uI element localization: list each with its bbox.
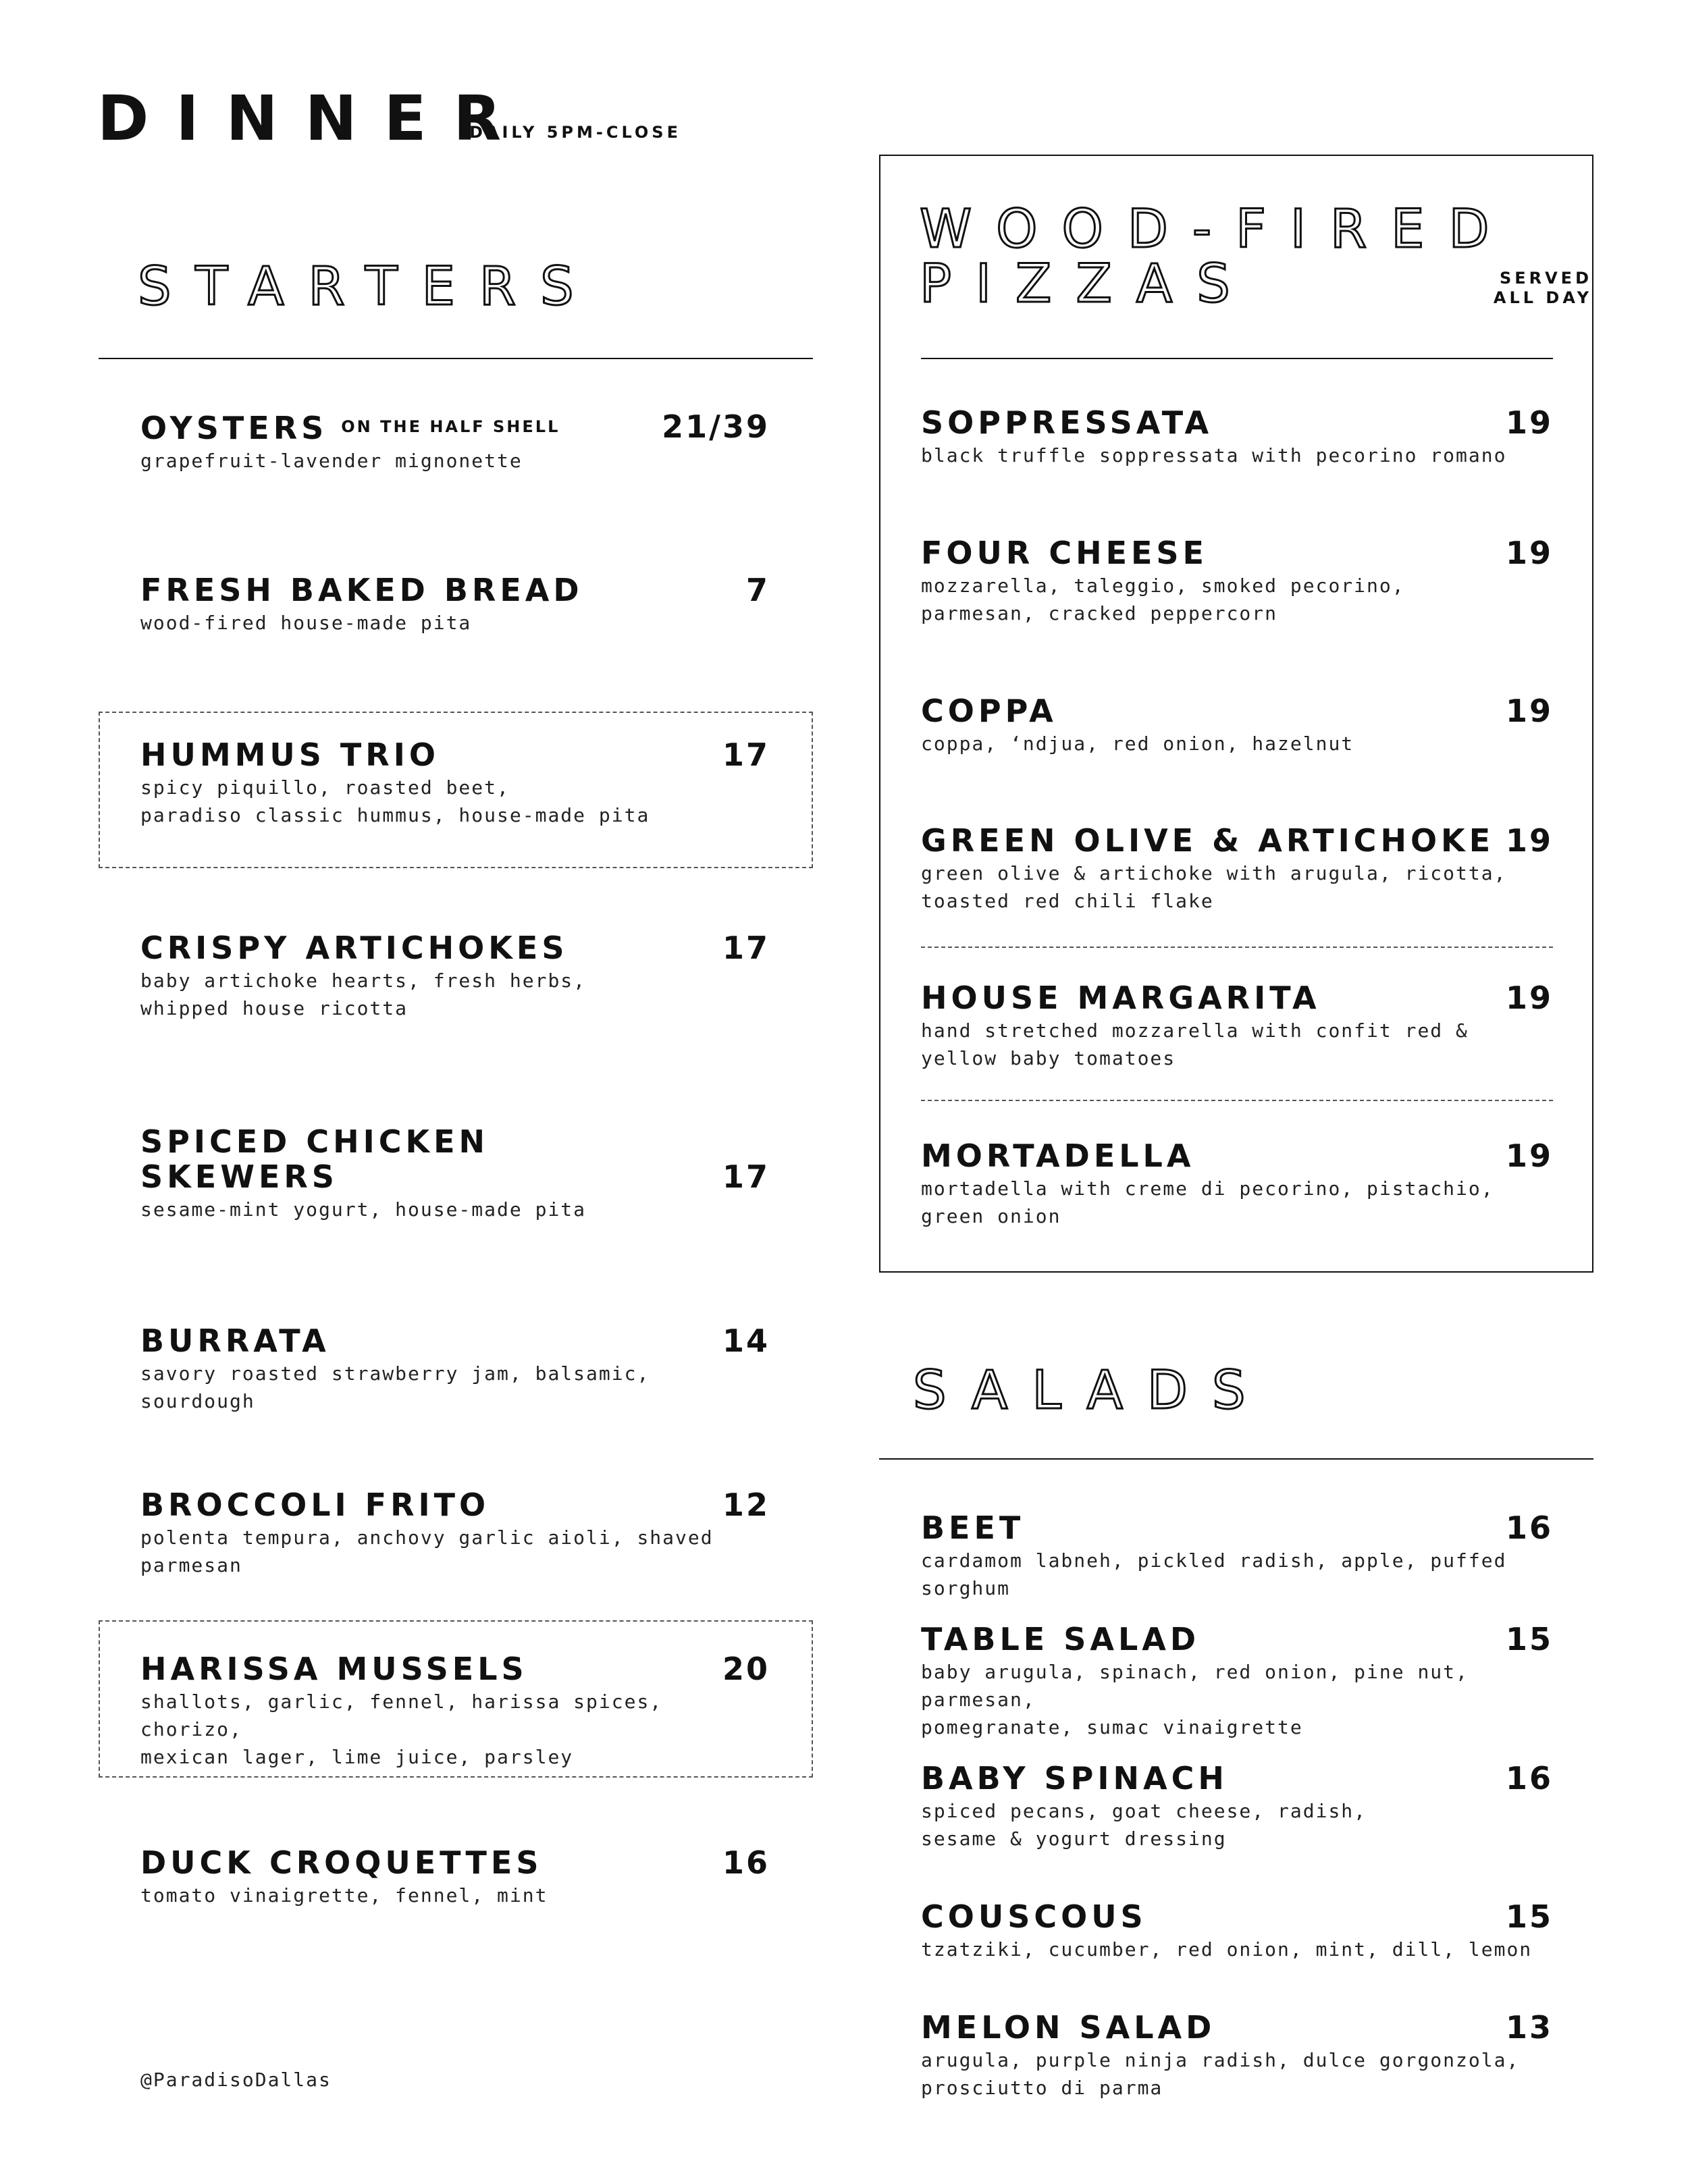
item-description: savory roasted strawberry jam, balsamic, sourdough	[140, 1362, 650, 1412]
item-description: grapefruit-lavender mignonette	[140, 450, 523, 472]
item-name: COPPA	[921, 693, 1057, 729]
item-name: GREEN OLIVE & ARTICHOKE	[921, 822, 1495, 859]
starter-item	[140, 1845, 770, 1909]
pizzas-divider	[921, 358, 1553, 359]
item-price: 14	[722, 1323, 770, 1359]
item-name: BURRATA	[140, 1323, 330, 1359]
menu-title: DINNER	[97, 82, 529, 155]
pizza-item	[921, 823, 1553, 915]
item-description: wood-fired house-made pita	[140, 612, 472, 634]
item-name: CRISPY ARTICHOKES	[140, 930, 569, 966]
item-price: 19	[1505, 1138, 1553, 1174]
item-name: BEET	[921, 1510, 1025, 1546]
item-description: black truffle soppressata with pecorino romano	[921, 444, 1507, 467]
item-name: HARISSA MUSSELS	[140, 1651, 528, 1687]
item-description: spicy piquillo, roasted beet, paradiso classic hummus, house-made pita	[140, 776, 650, 826]
salad-item	[921, 1761, 1553, 1853]
salad-item	[921, 2010, 1553, 2102]
item-price: 15	[1505, 1621, 1553, 1657]
item-note: ON THE HALF SHELL	[341, 417, 560, 436]
item-price: 15	[1505, 1898, 1553, 1935]
salad-item	[921, 1622, 1553, 1741]
item-description: mozzarella, taleggio, smoked pecorino, parmesan, cracked peppercorn	[921, 575, 1405, 624]
item-description: mortadella with creme di pecorino, pistachio, green onion	[921, 1177, 1494, 1227]
item-description: hand stretched mozzarella with confit red & yellow baby tomatoes	[921, 1019, 1469, 1069]
item-description: baby artichoke hearts, fresh herbs, whipped house ricotta	[140, 969, 587, 1019]
starter-item	[140, 1323, 770, 1415]
starter-item	[140, 1124, 770, 1223]
item-description: tomato vinaigrette, fennel, mint	[140, 1884, 548, 1907]
salad-item	[921, 1899, 1553, 1963]
item-name: SPICED CHICKEN SKEWERS	[140, 1123, 490, 1195]
menu-hours: DAILY 5PM-CLOSE	[469, 123, 681, 142]
item-price: 19	[1505, 535, 1553, 571]
starter-item	[140, 409, 770, 475]
pizza-item	[921, 1138, 1553, 1230]
item-description: tzatziki, cucumber, red onion, mint, dill, lemon	[921, 1938, 1533, 1961]
pizza-item	[921, 693, 1553, 757]
item-price: 16	[722, 1844, 770, 1881]
pizza-item	[921, 980, 1553, 1072]
item-name: BABY SPINACH	[921, 1760, 1228, 1796]
item-price: 19	[1505, 822, 1553, 859]
starter-item	[140, 1651, 770, 1771]
item-name: HUMMUS TRIO	[140, 737, 440, 773]
item-description: green olive & artichoke with arugula, ricotta, toasted red chili flake	[921, 862, 1507, 912]
pizza-item	[921, 535, 1553, 627]
item-name: MORTADELLA	[921, 1138, 1195, 1174]
item-description: polenta tempura, anchovy garlic aioli, shaved parmesan	[140, 1526, 714, 1576]
item-price: 16	[1505, 1510, 1553, 1546]
item-price: 19	[1505, 980, 1553, 1016]
salad-item	[921, 1510, 1553, 1602]
starter-item	[140, 572, 770, 637]
item-name: HOUSE MARGARITA	[921, 980, 1321, 1016]
item-price: 13	[1505, 2009, 1553, 2046]
item-name: FRESH BAKED BREAD	[140, 572, 583, 608]
item-description: shallots, garlic, fennel, harissa spices, chorizo, mexican lager, lime juice, parsley	[140, 1690, 663, 1768]
item-name: SOPPRESSATA	[921, 404, 1213, 441]
item-price: 21/39	[662, 408, 770, 445]
item-name: OYSTERS	[140, 410, 328, 446]
starter-item	[140, 737, 770, 829]
salads-divider	[879, 1458, 1593, 1460]
item-name: COUSCOUS	[921, 1898, 1147, 1935]
starter-item	[140, 930, 770, 1022]
item-name: DUCK CROQUETTES	[140, 1844, 543, 1881]
item-name: FOUR CHEESE	[921, 535, 1208, 571]
pizzas-heading: WOOD-FIRED PIZZAS	[920, 199, 1514, 315]
item-price: 19	[1505, 693, 1553, 729]
pizzas-dashed-divider	[921, 947, 1553, 948]
item-price: 16	[1505, 1760, 1553, 1796]
item-name: TABLE SALAD	[921, 1621, 1201, 1657]
starters-heading: STARTERS	[138, 257, 598, 317]
item-price: 17	[722, 930, 770, 966]
social-handle: @ParadisoDallas	[140, 2069, 332, 2091]
starters-divider	[99, 358, 813, 359]
pizzas-dashed-divider	[921, 1100, 1553, 1101]
item-description: coppa, ‘ndjua, red onion, hazelnut	[921, 733, 1354, 755]
item-name: BROCCOLI FRITO	[140, 1487, 490, 1523]
item-description: baby arugula, spinach, red onion, pine nut, parmesan, pomegranate, sumac vinaigrette	[921, 1661, 1469, 1738]
item-price: 17	[722, 1158, 770, 1195]
item-price: 12	[722, 1487, 770, 1523]
item-name: MELON SALAD	[921, 2009, 1216, 2046]
item-description: sesame-mint yogurt, house-made pita	[140, 1198, 587, 1221]
salads-heading: SALADS	[913, 1360, 1270, 1421]
item-description: cardamom labneh, pickled radish, apple, puffed sorghum	[921, 1549, 1507, 1599]
starter-item	[140, 1487, 770, 1579]
item-price: 20	[722, 1651, 770, 1687]
served-all-day-note: SERVED ALL DAY	[1493, 269, 1592, 307]
item-price: 7	[745, 572, 770, 608]
item-description: arugula, purple ninja radish, dulce gorgonzola, prosciutto di parma	[921, 2049, 1520, 2099]
pizza-item	[921, 405, 1553, 469]
item-description: spiced pecans, goat cheese, radish, sesame & yogurt dressing	[921, 1800, 1367, 1850]
item-price: 17	[722, 737, 770, 773]
item-price: 19	[1505, 404, 1553, 441]
